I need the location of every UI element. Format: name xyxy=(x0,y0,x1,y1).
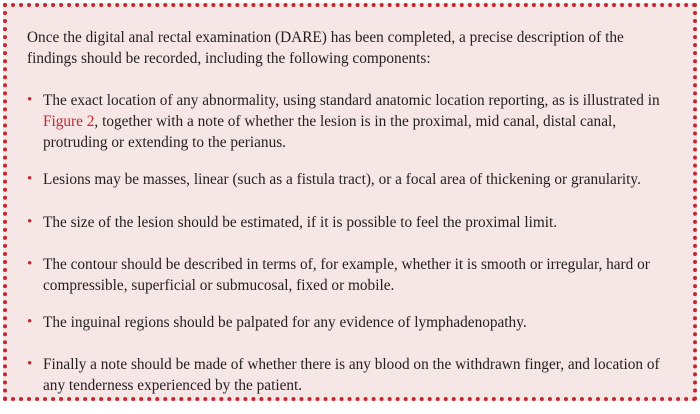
bullet-icon: • xyxy=(27,171,33,187)
item-text: The size of the lesion should be estimated, if it is possible to feel the proximal limit. xyxy=(43,214,558,231)
item-text-before-link: The exact location of any abnormality, using standard anatomic location reporting, as is illustrated in xyxy=(43,92,660,109)
item-text: The contour should be described in terms of, for example, whether it is smooth or irregular, hard or compressible, superficial or submucosal, fixed or mobile. xyxy=(43,256,650,294)
bullet-icon: • xyxy=(27,356,33,372)
info-box xyxy=(3,3,697,401)
list-item xyxy=(27,312,681,333)
list-item xyxy=(27,254,681,296)
bullet-icon: • xyxy=(27,214,33,230)
intro-paragraph: Once the digital anal rectal examination (DARE) has been completed, a precise description of the findings should be recorded, including the following components: xyxy=(27,29,624,67)
list-item xyxy=(27,212,681,233)
item-text: Lesions may be masses, linear (such as a fistula tract), or a focal area of thickening or granularity. xyxy=(43,171,641,188)
figure-2-link[interactable]: Figure 2 xyxy=(43,113,95,130)
item-text-after-link: , together with a note of whether the lesion is in the proximal, mid canal, distal canal, protruding or extending to the perianus. xyxy=(43,113,617,151)
list-item xyxy=(27,354,681,396)
bullet-icon: • xyxy=(27,314,33,330)
item-text: Finally a note should be made of whether there is any blood on the withdrawn finger, and location of any tenderness experienced by the patient. xyxy=(43,356,660,394)
list-item xyxy=(27,90,681,153)
bullet-icon: • xyxy=(27,256,33,272)
bullet-icon: • xyxy=(27,92,33,108)
item-text: The inguinal regions should be palpated for any evidence of lymphadenopathy. xyxy=(43,314,527,331)
list-item xyxy=(27,169,681,190)
